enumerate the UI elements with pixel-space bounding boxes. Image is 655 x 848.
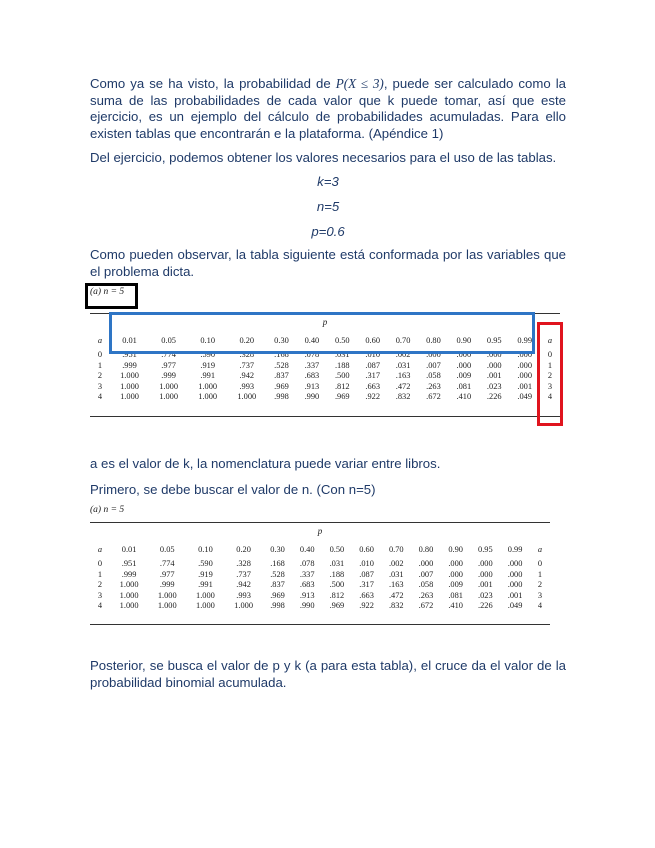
probability-cell: .922 (365, 392, 380, 402)
probability-cell: .000 (478, 559, 493, 569)
table2-bottom-rule (90, 624, 550, 625)
probability-cell: 1.000 (159, 381, 179, 391)
table2-caption: (a) n = 5 (90, 505, 125, 515)
probability-cell: .977 (161, 360, 176, 370)
table-row (90, 591, 550, 602)
a-explanation-paragraph: a es el valor de k, la nomenclatura puede variar entre libros. (90, 456, 441, 471)
probability-cell: .188 (334, 360, 350, 370)
p-header-row (90, 539, 550, 559)
probability-cell: .163 (395, 371, 411, 381)
probability-cell: 1.000 (120, 371, 139, 381)
probability-cell: .328 (239, 350, 255, 360)
probability-cell: .951 (121, 559, 137, 569)
probability-cell: .009 (448, 580, 463, 590)
probability-cell: 1.000 (119, 580, 139, 590)
probability-cell: .999 (122, 360, 137, 370)
probability-cell: .000 (517, 371, 533, 381)
probability-cell: .774 (159, 559, 175, 569)
probability-cell: 1.000 (159, 392, 179, 402)
table-row (90, 570, 550, 581)
p-label-row (90, 523, 550, 539)
a-value-cell-right: 0 (547, 350, 553, 360)
probability-cell: .000 (426, 350, 441, 360)
probability-cell: .002 (395, 350, 411, 360)
probability-cell: .977 (159, 569, 175, 579)
probability-cell: .919 (200, 360, 216, 370)
p-header-row (90, 330, 560, 350)
probability-cell: .163 (388, 580, 404, 590)
probability-cell: .000 (507, 559, 523, 569)
a-value-cell: 1 (97, 360, 103, 370)
probability-cell: 1.000 (237, 392, 257, 402)
probability-cell: .001 (517, 381, 533, 391)
p-header-cell: 0.95 (478, 544, 493, 554)
probability-cell: .528 (270, 569, 285, 579)
table-intro-paragraph: Como pueden observar, la tabla siguiente está conformada por las variables que el problema dicta. (90, 247, 566, 279)
probability-cell: .058 (418, 580, 434, 590)
probability-cell: .023 (486, 381, 502, 391)
probability-cell: .590 (198, 559, 213, 569)
first-step-paragraph: Primero, se debe buscar el valor de n. (Con n=5) (90, 482, 376, 497)
a-value-cell: 4 (97, 392, 103, 402)
probability-cell: .317 (359, 580, 374, 590)
probability-cell: .737 (236, 569, 251, 579)
p-header-cell: 0.40 (304, 335, 320, 345)
table-row (90, 559, 550, 570)
table-row (90, 601, 550, 612)
intro-paragraph (90, 76, 566, 142)
probability-cell: .672 (426, 392, 441, 402)
probability-cell: 1.000 (198, 381, 218, 391)
probability-cell: .942 (239, 371, 255, 381)
probability-cell: .472 (388, 590, 404, 600)
probability-cell: 1.000 (119, 601, 139, 611)
p-header-cell: 0.99 (517, 335, 533, 345)
p-header-cell: 0.05 (159, 544, 175, 554)
a-value-cell: 0 (97, 350, 103, 360)
table1-binomial (90, 314, 560, 403)
probability-cell: .969 (270, 590, 285, 600)
probability-cell: .737 (239, 360, 255, 370)
table-row (90, 361, 560, 372)
probability-cell: .990 (304, 392, 320, 402)
p-label: p (317, 526, 323, 536)
probability-cell: .969 (329, 601, 345, 611)
table-row (90, 580, 550, 591)
probability-cell: .081 (448, 590, 463, 600)
probability-cell: .774 (161, 350, 176, 360)
probability-cell: 1.000 (196, 590, 215, 600)
probability-cell: .410 (456, 392, 472, 402)
probability-cell: .969 (334, 392, 350, 402)
final-step-paragraph: Posterior, se busca el valor de p y k (a para esta tabla), el cruce da el valor de la probabilidad binomial acumulada. (90, 658, 566, 690)
p-header-cell: 0.10 (200, 335, 216, 345)
p-header-cell: 0.40 (299, 544, 315, 554)
probability-cell: .000 (507, 569, 523, 579)
a-value-cell: 3 (97, 381, 103, 391)
table-row (90, 382, 560, 393)
probability-cell: .078 (299, 559, 315, 569)
probability-cell: .078 (304, 350, 320, 360)
probability-cell: .913 (304, 381, 320, 391)
probability-cell: .000 (517, 350, 533, 360)
p-header-cell: 0.99 (507, 544, 523, 554)
value-n: n=5 (316, 199, 340, 214)
probability-cell: .832 (388, 601, 404, 611)
probability-cell: .058 (426, 371, 441, 381)
probability-cell: .000 (507, 580, 523, 590)
probability-cell: .168 (270, 559, 285, 569)
probability-cell: .832 (395, 392, 411, 402)
probability-cell: .999 (159, 580, 175, 590)
probability-cell: 1.000 (120, 392, 139, 402)
a-value-cell-right: 0 (537, 559, 543, 569)
probability-cell: .317 (365, 371, 380, 381)
probability-cell: .188 (329, 569, 345, 579)
probability-cell: .000 (448, 569, 463, 579)
a-value-cell-right: 2 (547, 371, 553, 381)
a-header: a (97, 335, 103, 345)
a-value-cell: 2 (97, 580, 103, 590)
probability-cell: .002 (388, 559, 404, 569)
probability-cell: .993 (239, 381, 255, 391)
probability-cell: .226 (478, 601, 493, 611)
p-header-cell: 0.05 (161, 335, 176, 345)
probability-cell: .999 (121, 569, 137, 579)
probability-cell: 1.000 (234, 601, 254, 611)
value-p: p=0.6 (311, 224, 345, 239)
a-value-cell: 2 (97, 371, 103, 381)
p-header-cell: 0.60 (365, 335, 380, 345)
probability-cell: .000 (486, 360, 502, 370)
p-header-cell: 0.30 (270, 544, 285, 554)
a-value-cell: 3 (97, 590, 103, 600)
probability-cell: .663 (365, 381, 380, 391)
probability-cell: .081 (456, 381, 472, 391)
p-label: p (322, 317, 328, 327)
probability-cell: .000 (486, 350, 502, 360)
probability-cell: .263 (418, 590, 434, 600)
probability-cell: .000 (418, 559, 434, 569)
a-value-cell-right: 4 (537, 601, 543, 611)
probability-cell: .999 (161, 371, 176, 381)
probability-cell: .993 (236, 590, 251, 600)
probability-cell: .001 (478, 580, 493, 590)
probability-cell: .010 (359, 559, 374, 569)
probability-cell: .913 (299, 590, 315, 600)
probability-cell: .023 (478, 590, 493, 600)
a-header-right: a (537, 544, 543, 554)
a-value-cell-right: 1 (537, 569, 543, 579)
probability-cell: .998 (274, 392, 289, 402)
p-header-cell: 0.20 (236, 544, 251, 554)
a-header: a (97, 544, 103, 554)
probability-cell: .000 (456, 350, 472, 360)
probability-cell: .998 (270, 601, 285, 611)
probability-cell: .010 (365, 350, 380, 360)
probability-cell: .000 (456, 360, 472, 370)
probability-cell: .991 (200, 371, 216, 381)
probability-cell: .031 (334, 350, 350, 360)
a-value-cell-right: 4 (547, 392, 553, 402)
probability-cell: .991 (198, 580, 213, 590)
probability-cell: .337 (304, 360, 320, 370)
table1-bottom-rule (90, 416, 560, 417)
probability-cell: .087 (359, 569, 374, 579)
probability-cell: .049 (507, 601, 523, 611)
probability-cell: .837 (274, 371, 289, 381)
probability-cell: .337 (299, 569, 315, 579)
probability-cell: .812 (334, 381, 350, 391)
p-header-cell: 0.70 (395, 335, 411, 345)
table-row (90, 392, 560, 403)
probability-cell: .263 (426, 381, 441, 391)
probability-cell: .663 (359, 590, 374, 600)
probability-cell: .942 (236, 580, 251, 590)
exercise-paragraph: Del ejercicio, podemos obtener los valores necesarios para el uso de las tablas. (90, 150, 557, 165)
probability-cell: .590 (200, 350, 216, 360)
a-value-cell-right: 1 (547, 360, 553, 370)
probability-cell: 1.000 (119, 590, 139, 600)
intro-text-end: , puede ser calculado como la suma de las probabilidades de cada valor que k puede tomar, así que este ejercicio, es un ejemplo del cálculo de probabilidades acumuladas. Para ello existen tablas que encontrarán e la plataforma. (Apéndice 1) (90, 76, 566, 141)
probability-cell: .969 (274, 381, 289, 391)
value-k: k=3 (317, 174, 339, 189)
a-value-cell-right: 3 (547, 381, 553, 391)
a-value-cell-right: 2 (537, 580, 543, 590)
probability-cell: .049 (517, 392, 533, 402)
p-header-cell: 0.60 (359, 544, 374, 554)
probability-cell: .951 (122, 350, 137, 360)
p-header-cell: 0.90 (448, 544, 463, 554)
a-value-cell: 1 (97, 569, 103, 579)
p-header-cell: 0.50 (329, 544, 345, 554)
table-row (90, 371, 560, 382)
probability-cell: .001 (507, 590, 523, 600)
probability-cell: .328 (236, 559, 251, 569)
probability-cell: .500 (329, 580, 345, 590)
probability-cell: .683 (304, 371, 320, 381)
p-header-cell: 0.01 (122, 335, 137, 345)
p-header-cell: 0.70 (388, 544, 404, 554)
table2-binomial (90, 523, 550, 612)
probability-cell: .990 (299, 601, 315, 611)
probability-cell: .087 (365, 360, 380, 370)
probability-cell: .919 (198, 569, 213, 579)
probability-cell: .472 (395, 381, 411, 391)
probability-cell: .226 (486, 392, 502, 402)
probability-cell: .672 (418, 601, 434, 611)
probability-cell: .500 (334, 371, 350, 381)
probability-cell: .000 (478, 569, 493, 579)
probability-cell: .410 (448, 601, 463, 611)
probability-cell: .031 (329, 559, 345, 569)
a-value-cell: 0 (97, 559, 103, 569)
p-label-row (90, 314, 560, 330)
p-header-cell: 0.95 (486, 335, 502, 345)
probability-cell: 1.000 (157, 601, 177, 611)
probability-cell: .528 (274, 360, 289, 370)
intro-text-start: Como ya se ha visto, la probabilidad de (90, 76, 336, 91)
probability-cell: 1.000 (157, 590, 177, 600)
p-header-cell: 0.80 (426, 335, 441, 345)
probability-cell: 1.000 (198, 392, 218, 402)
p-header-cell: 0.90 (456, 335, 472, 345)
probability-expression: P(X ≤ 3) (335, 76, 384, 91)
probability-cell: .922 (359, 601, 374, 611)
p-header-cell: 0.10 (198, 544, 213, 554)
probability-cell: .000 (448, 559, 463, 569)
probability-cell: .007 (426, 360, 441, 370)
p-header-cell: 0.50 (334, 335, 350, 345)
probability-cell: .031 (388, 569, 404, 579)
a-value-cell: 4 (97, 601, 103, 611)
p-header-cell: 0.30 (274, 335, 289, 345)
probability-cell: .837 (270, 580, 285, 590)
probability-cell: .007 (418, 569, 434, 579)
probability-cell: .031 (395, 360, 411, 370)
p-header-cell: 0.20 (239, 335, 255, 345)
probability-cell: .683 (299, 580, 315, 590)
p-header-cell: 0.01 (121, 544, 137, 554)
table1-caption: (a) n = 5 (90, 287, 125, 297)
p-header-cell: 0.80 (418, 544, 434, 554)
probability-cell: 1.000 (120, 381, 139, 391)
probability-cell: .812 (329, 590, 345, 600)
a-value-cell-right: 3 (537, 590, 543, 600)
probability-cell: .000 (517, 360, 533, 370)
probability-cell: 1.000 (196, 601, 215, 611)
probability-cell: .009 (456, 371, 472, 381)
a-header-right: a (547, 335, 553, 345)
table-row (90, 350, 560, 361)
probability-cell: .001 (486, 371, 502, 381)
probability-cell: .168 (274, 350, 289, 360)
